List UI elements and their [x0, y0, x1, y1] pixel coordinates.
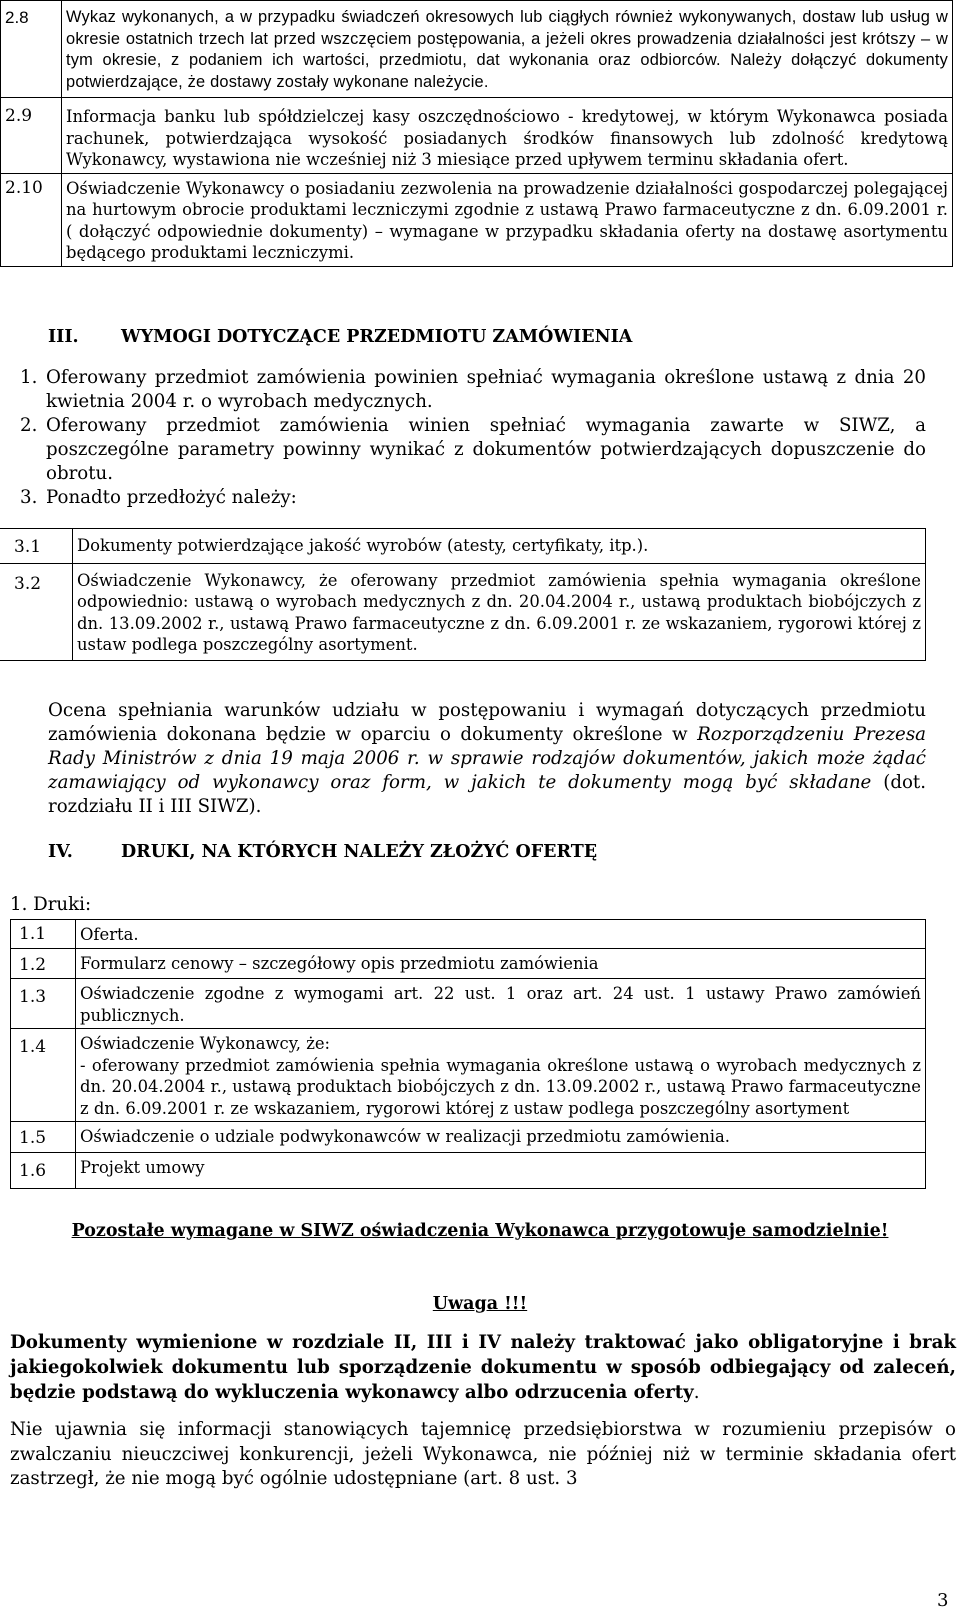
- table-row: [1, 98, 953, 174]
- section-4-table: [10, 919, 926, 1189]
- row-text: Oświadczenie Wykonawcy, że oferowany przedmiot zamówienia spełnia wymagania określone odpowiednio: ustawą o wyrobach medycznych z dn. 20.04.2004 r., ustawą produktach biobójczych z dn. 13.09.2002 r., ustawą Prawo farmaceutyczne z dn. 6.09.2001 r. ze wskazaniem, rygorowi której z ustaw podlega poszczególny asortyment.: [73, 563, 926, 660]
- row-number: 1.6: [11, 1152, 76, 1189]
- druki-label: 1. Druki:: [10, 894, 92, 915]
- table-row: [11, 979, 926, 1029]
- list-item-number: 2.: [20, 415, 38, 436]
- list-item: [20, 414, 926, 486]
- row-text: Projekt umowy: [76, 1152, 926, 1189]
- confidentiality-paragraph: Nie ujawnia się informacji stanowiących tajemnicę przedsiębiorstwa w rozumieniu przepisów o zwalczaniu nieuczciwej konkurencji, jeżeli Wykonawca, nie później niż w terminie składania ofert zastrzegł, że nie mogą być ogólnie udostępniane (art. 8 ust. 3: [10, 1419, 956, 1489]
- row-text: Informacja banku lub spółdzielczej kasy oszczędnościowo - kredytowej, w którym Wykonawca posiada rachunek, potwierdzająca wysokość posiadanych środków finansowych lub zdolność kredytową Wykonawcy, wystawiona nie wcześniej niż 3 miesiące przed upływem terminu składania ofert.: [62, 98, 953, 174]
- row-number: 2.9: [1, 98, 62, 174]
- section-4-title: DRUKI, NA KTÓRYCH NALEŻY ZŁOŻYĆ OFERTĘ: [121, 842, 598, 862]
- section-3-number: III.: [48, 327, 79, 347]
- row-text: Oświadczenie zgodne z wymogami art. 22 ust. 1 oraz art. 24 ust. 1 ustawy Prawo zamówień publicznych.: [76, 979, 926, 1029]
- row-number: 1.2: [11, 948, 76, 979]
- list-item: [20, 366, 926, 414]
- section-4-number: IV.: [48, 842, 73, 862]
- assessment-text-end: (dot. rozdziału II i III SIWZ).: [48, 772, 927, 817]
- row-text: Oświadczenie o udziale podwykonawców w realizacji przedmiotu zamówienia.: [76, 1122, 926, 1153]
- list-item-text: Oferowany przedmiot zamówienia powinien spełniać wymagania określone ustawą z dnia 20 kwietnia 2004 r. o wyrobach medycznych.: [46, 367, 926, 412]
- warning-paragraph: [10, 1330, 956, 1405]
- assessment-text-start: Ocena spełniania warunków udziału w postępowaniu i wymagań dotyczących przedmiotu zamówienia dokonana będzie w oparciu o dokumenty określone w: [48, 700, 926, 745]
- table-row: [1, 1, 953, 98]
- list-item: [20, 486, 926, 510]
- row-text: Oświadczenie Wykonawcy, że:: [80, 1034, 331, 1053]
- table-row: [11, 1122, 926, 1153]
- warning-title: Uwaga !!!: [432, 1294, 528, 1314]
- assessment-paragraph: [48, 699, 926, 819]
- section-3-table: [0, 528, 926, 661]
- table-row: [11, 920, 926, 949]
- list-item-number: 3.: [20, 487, 38, 508]
- table-row: [0, 563, 926, 660]
- warning-end: .: [693, 1382, 700, 1403]
- row-text: Oświadczenie Wykonawcy o posiadaniu zezwolenia na prowadzenie działalności gospodarczej polegającej na hurtowym obrocie produktami leczniczymi zgodnie z ustawą Prawo farmaceutyczne z dn. 6.09.2001 r. ( dołączyć odpowiednie dokumenty) – wymagane w przypadku składania oferty na dostawę asortymentu będącego produktami leczniczymi.: [62, 173, 953, 266]
- row-number: 3.2: [0, 563, 73, 660]
- list-item-text: Ponadto przedłożyć należy:: [46, 487, 297, 508]
- regulation-reference: Rozporządzeniu Prezesa Rady Ministrów z dnia 19 maja 2006 r. w sprawie rodzajów dokumentów, jakich może żądać zamawiający od wykonawcy oraz form, w jakich te dokumenty mogą być składane: [48, 724, 926, 793]
- page-number: 3: [937, 1590, 949, 1611]
- row-number: 2.10: [1, 173, 62, 266]
- list-item-number: 1.: [20, 367, 38, 388]
- requirements-table: [0, 0, 953, 267]
- row-text: Formularz cenowy – szczegółowy opis przedmiotu zamówienia: [76, 948, 926, 979]
- row-text-block: [76, 1029, 926, 1122]
- row-text-detail: - oferowany przedmiot zamówienia spełnia wymagania określone ustawą o wyrobach medycznych z dn. 20.04.2004 r., ustawą produktach biobójczych z dn. 13.09.2002 r., ustawą Prawo farmaceutyczne z dn. 6.09.2001 r. ze wskazaniem, rygorowi której z ustaw podlega poszczególny asortyment: [80, 1055, 921, 1118]
- section-3-title: WYMOGI DOTYCZĄCE PRZEDMIOTU ZAMÓWIENIA: [121, 327, 633, 347]
- warning-bold-text: Dokumenty wymienione w rozdziale II, III i IV należy traktować jako obligatoryjne i brak jakiegokolwiek dokumentu lub sporządzenie dokumentu w sposób odbiegający od zaleceń, będzie podstawą do wykluczenia wykonawcy albo odrzucenia oferty: [10, 1332, 956, 1403]
- list-item-text: Oferowany przedmiot zamówienia winien spełniać wymagania zawarte w SIWZ, a poszczególne parametry powinny wynikać z dokumentów potwierdzających dopuszczenie do obrotu.: [46, 415, 926, 484]
- row-number: 3.1: [0, 529, 73, 564]
- table-row: [0, 529, 926, 564]
- row-number: 1.1: [11, 920, 76, 949]
- table-row: [11, 948, 926, 979]
- table-row: [11, 1029, 926, 1122]
- row-text: Oferta.: [76, 920, 926, 949]
- row-number: 1.4: [11, 1029, 76, 1122]
- section-3-list: [20, 366, 926, 510]
- row-number: 1.5: [11, 1122, 76, 1153]
- row-number: 1.3: [11, 979, 76, 1029]
- table-row: [1, 173, 953, 266]
- table-row: [11, 1152, 926, 1189]
- row-number: 2.8: [1, 1, 62, 98]
- row-text: Dokumenty potwierdzające jakość wyrobów (atesty, certyfikaty, itp.).: [73, 529, 926, 564]
- remaining-documents-note: Pozostałe wymagane w SIWZ oświadczenia Wykonawca przygotowuje samodzielnie!: [71, 1221, 889, 1241]
- row-text: Wykaz wykonanych, a w przypadku świadczeń okresowych lub ciągłych również wykonywanych, dostaw lub usług w okresie ostatnich trzech lat przed wszczęciem postępowania, a jeżeli okres prowadzenia działalności jest krótszy – w tym okresie, z podaniem ich wartości, przedmiotu, dat wykonania oraz odbiorców. Należy dołączyć dokumenty potwierdzające, że dostawy zostały wykonane należycie.: [62, 1, 953, 98]
